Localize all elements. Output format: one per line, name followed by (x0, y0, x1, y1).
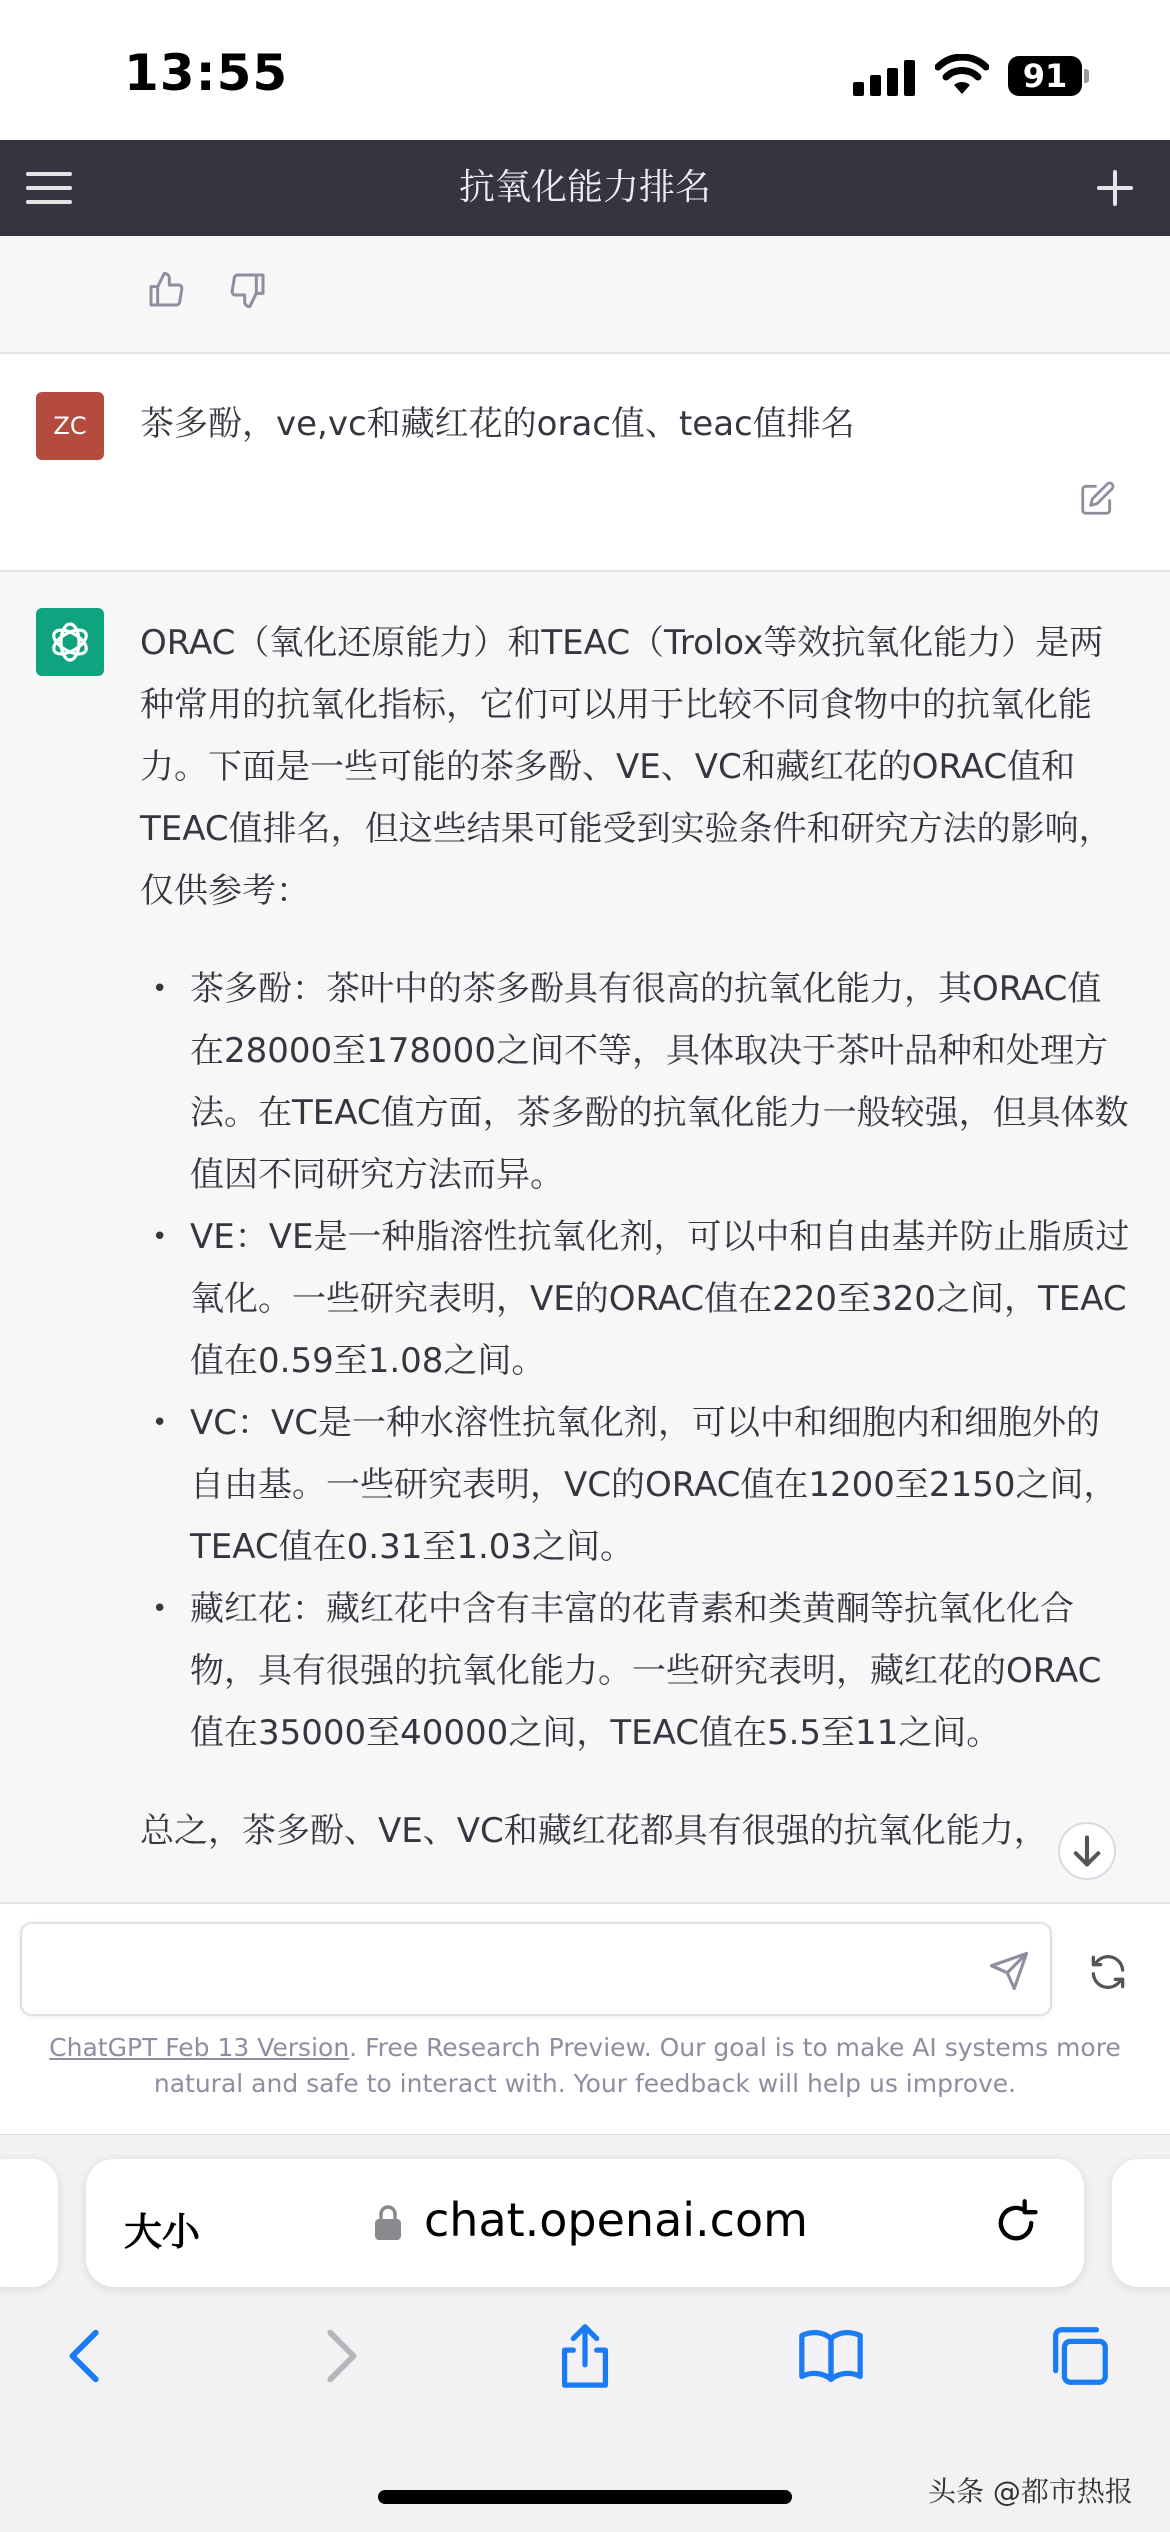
list-item: • VE：VE是一种脂溶性抗氧化剂，可以中和自由基并防止脂质过氧化。一些研究表明，VE的ORAC值在220至320之间，TEAC值在0.59至1.08之间。 (140, 1206, 1130, 1392)
answer-intro: ORAC（氧化还原能力）和TEAC（Trolox等效抗氧化能力）是两种常用的抗氧化指标，它们可以用于比较不同食物中的抗氧化能力。下面是一些可能的茶多酚、VE、VC和藏红花的ORAC值和TEAC值排名，但这些结果可能受到实验条件和研究方法的影响，仅供参考： (140, 623, 1113, 911)
footer-note (30, 2030, 1140, 2102)
conversation-title: 抗氧化能力排名 (458, 167, 711, 208)
openai-logo-icon (36, 608, 104, 676)
status-time: 13:55 (124, 44, 289, 102)
user-message-text: 茶多酚，ve,vc和藏红花的orac值、teac值排名 (140, 404, 855, 444)
list-item: • VC：VC是一种水溶性抗氧化剂，可以中和细胞内和细胞外的自由基。一些研究表明，VC的ORAC值在1200至2150之间，TEAC值在0.31至1.03之间。 (140, 1392, 1130, 1578)
watermark: 头条 @都市热报 (928, 2475, 1133, 2508)
back-icon[interactable] (52, 2321, 122, 2391)
chat-header (0, 140, 1170, 236)
lock-icon (374, 2203, 402, 2241)
answer-summary: 总之，茶多酚、VE、VC和藏红花都具有很强的抗氧化能力， (140, 1811, 1048, 1851)
tabs-icon[interactable] (1044, 2321, 1114, 2391)
scroll-down-icon (1060, 1824, 1114, 1878)
menu-icon[interactable] (26, 168, 72, 208)
answer-list (140, 958, 1130, 1764)
thumbs-down-icon[interactable] (228, 270, 268, 310)
thumbs-up-icon[interactable] (146, 270, 186, 310)
send-icon[interactable] (988, 1950, 1030, 1992)
previous-tab[interactable] (0, 2159, 58, 2287)
version-link[interactable]: ChatGPT Feb 13 Version (49, 2033, 350, 2062)
regenerate-icon[interactable] (1086, 1950, 1130, 1994)
assistant-message (0, 572, 1170, 1902)
address-bar[interactable] (86, 2159, 1084, 2287)
battery-level: 91 (1008, 56, 1082, 96)
forward-icon[interactable] (304, 2321, 374, 2391)
wifi-icon (935, 54, 989, 96)
list-item: • 藏红花：藏红花中含有丰富的花青素和类黄酮等抗氧化化合物，具有很强的抗氧化能力。一些研究表明，藏红花的ORAC值在35000至40000之间，TEAC值在5.5至11之间。 (140, 1578, 1130, 1764)
previous-feedback-row (0, 236, 1170, 354)
footer-note-text: . Free Research Preview. Our goal is to make AI systems more natural and safe to interact with. Your feedback will help us improve. (153, 2033, 1121, 2098)
prompt-input[interactable] (44, 1942, 964, 1998)
assistant-answer (140, 612, 1130, 1862)
input-area (0, 1902, 1170, 2134)
bookmarks-icon[interactable] (796, 2321, 866, 2391)
url-text[interactable]: chat.openai.com (424, 2193, 808, 2247)
assistant-avatar (36, 608, 104, 676)
text-size-button[interactable]: 大小 (124, 2210, 201, 2254)
battery-icon (1008, 56, 1088, 96)
next-tab[interactable] (1112, 2159, 1170, 2287)
signal-icon (853, 60, 915, 96)
reload-icon[interactable] (990, 2197, 1042, 2249)
user-message (0, 354, 1170, 572)
status-bar (0, 0, 1170, 140)
scroll-down-button[interactable] (1058, 1822, 1116, 1880)
prompt-box (20, 1922, 1052, 2016)
share-icon[interactable] (550, 2321, 620, 2391)
user-avatar: ZC (36, 392, 104, 460)
plus-icon[interactable] (1095, 168, 1135, 208)
edit-icon[interactable] (1078, 480, 1116, 518)
home-indicator (378, 2490, 792, 2504)
battery-tip (1084, 69, 1089, 83)
list-item: • 茶多酚：茶叶中的茶多酚具有很高的抗氧化能力，其ORAC值在28000至178000之间不等，具体取决于茶叶品种和处理方法。在TEAC值方面，茶多酚的抗氧化能力一般较强，但具体数值因不同研究方法而异。 (140, 958, 1130, 1206)
